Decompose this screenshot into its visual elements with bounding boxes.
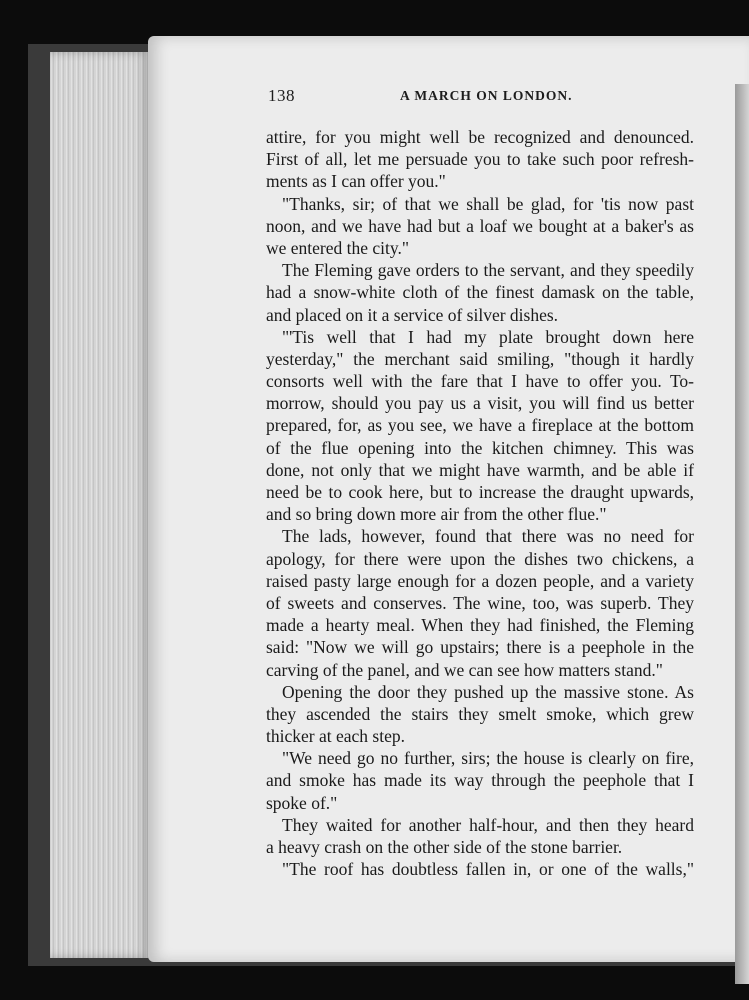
text-line: a heavy crash on the other side of the stone barrier. bbox=[266, 837, 623, 857]
text-line: and placed on it a service of silver dishes. bbox=[266, 304, 559, 325]
text-line: we entered the city." bbox=[266, 237, 410, 258]
page-number: 138 bbox=[268, 86, 295, 105]
body-text bbox=[266, 126, 694, 880]
text-line: thicker at each step. bbox=[266, 726, 405, 747]
text-line: ments as I can offer you." bbox=[266, 171, 446, 192]
running-head: A MARCH ON LONDON. bbox=[400, 88, 573, 103]
text-line: made a hearty meal. When they had finished, the Fleming bbox=[266, 615, 694, 636]
text-line: and so bring down more air from the other flue." bbox=[266, 504, 607, 525]
text-line: raised pasty large enough for a dozen people, and a variety bbox=[266, 570, 694, 591]
text-line: "The roof has doubtless fallen in, or one of the walls," bbox=[282, 859, 694, 880]
text-line: "We need go no further, sirs; the house is clearly on fire, bbox=[282, 748, 694, 769]
text-line: They waited for another half-hour, and then they heard bbox=[282, 814, 694, 835]
text-line: morrow, should you pay us a visit, you will find us better bbox=[266, 393, 694, 414]
text-line: need be to cook here, but to increase the draught upwards, bbox=[266, 482, 694, 502]
text-line: done, not only that we might have warmth, and be able if bbox=[266, 459, 694, 480]
text-line: consorts well with the fare that I have to offer you. To- bbox=[266, 371, 694, 392]
text-line: attire, for you might well be recognized and denounced. bbox=[266, 127, 694, 147]
page-header bbox=[268, 86, 708, 114]
text-line: of the flue opening into the kitchen chimney. This was bbox=[266, 437, 694, 458]
text-line: "Thanks, sir; of that we shall be glad, for 'tis now past bbox=[282, 193, 694, 214]
text-line: First of all, let me persuade you to take such poor refresh- bbox=[266, 149, 694, 170]
text-line: prepared, for, as you see, we have a fireplace at the bottom bbox=[266, 415, 694, 436]
text-line: and smoke has made its way through the peephole that I bbox=[266, 770, 694, 791]
text-line: "'Tis well that I had my plate brought down here bbox=[282, 326, 694, 347]
page-stack-edge bbox=[50, 52, 150, 958]
text-line: The Fleming gave orders to the servant, and they speedily bbox=[282, 260, 694, 281]
text-line: had a snow-white cloth of the finest damask on the table, bbox=[266, 282, 694, 303]
text-line: said: "Now we will go upstairs; there is a peephole in the bbox=[266, 637, 694, 658]
page-right-edge bbox=[735, 84, 749, 984]
text-line: they ascended the stairs they smelt smoke, which grew bbox=[266, 703, 694, 724]
text-line: of sweets and conserves. The wine, too, was superb. They bbox=[266, 592, 694, 613]
text-line: apology, for there were upon the dishes two chickens, a bbox=[266, 548, 694, 569]
text-line: Opening the door they pushed up the massive stone. As bbox=[282, 681, 694, 702]
text-line: spoke of." bbox=[266, 792, 338, 813]
text-line: noon, and we have had but a loaf we bought at a baker's as bbox=[266, 215, 694, 236]
text-line: yesterday," the merchant said smiling, "though it hardly bbox=[266, 348, 694, 369]
text-line: The lads, however, found that there was no need for bbox=[282, 526, 694, 547]
text-line: carving of the panel, and we can see how matters stand." bbox=[266, 659, 663, 680]
